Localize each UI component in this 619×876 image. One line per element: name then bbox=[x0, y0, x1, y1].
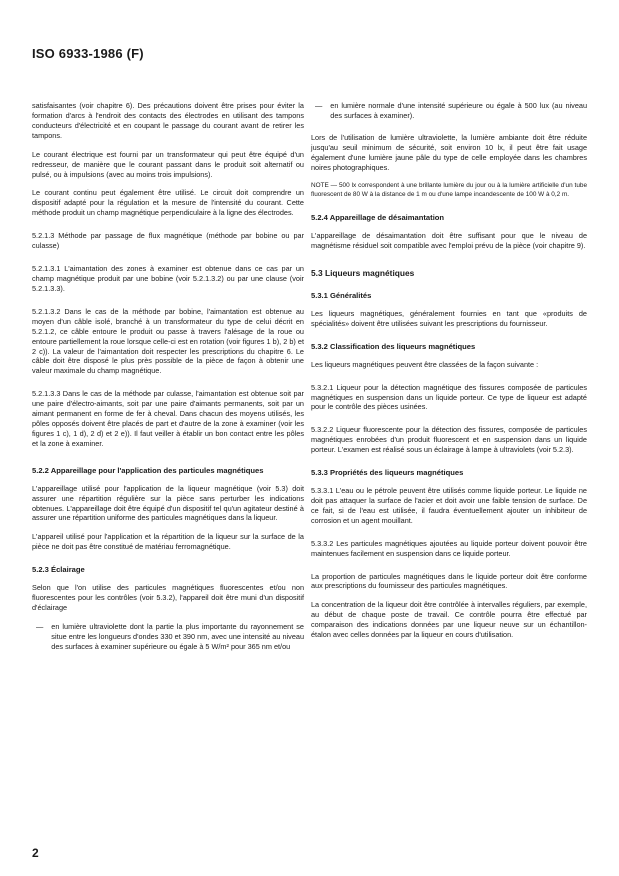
paragraph-5-3-3-2: 5.3.3.2 Les particules magnétiques ajoutées au liquide porteur doivent pouvoir être maintenues facilement en suspension dans ce liquide porteur. bbox=[311, 538, 587, 558]
paragraph: L'appareil utilisé pour l'application et la répartition de la liqueur sur la surface de la pièce ne doit pas être constitué de matériau ferromagnétique. bbox=[32, 532, 304, 552]
paragraph-5-2-1-3-3: 5.2.1.3.3 Dans le cas de la méthode par culasse, l'aimantation est obtenue soit par une paire d'électro-aimants, soit par une paire d'aimants permanents, soit par un aimant permanent en forme de fer à cheval. Dans chacun des moyens utilisés, les pôles opposés doivent être placés de part et d'autre de la zone à examiner (voir les figures 1 c), 1 d), 2 d) et 2 e)). Il faut veiller à établir un bon contact entre les pôles et la zone à examiner. bbox=[32, 389, 304, 448]
paragraph: Selon que l'on utilise des particules magnétiques fluorescentes et/ou non fluorescentes pour les contrôles (voir 5.3.2), l'appareil doit être muni d'un dispositif d'éclairage bbox=[32, 583, 304, 612]
paragraph-5-3-3-1: 5.3.3.1 L'eau ou le pétrole peuvent être utilisés comme liquide porteur. Le liquide ne doit pas attaquer la surface de l'acier et doit avoir une faible tension de surface. De ce fait, si de l'eau est utilisée, il faudra éventuellement ajouter un inhibiteur de corrosion et un agent mouillant. bbox=[311, 485, 587, 525]
paragraph-5-3-2-1: 5.3.2.1 Liqueur pour la détection magnétique des fissures composée de particules magnétiques en suspension dans un liquide porteur. Ce type de liqueur est adapté pour le contrôle des pièces usinées. bbox=[311, 382, 587, 412]
list-item bbox=[32, 622, 304, 652]
dash-marker: — bbox=[36, 621, 44, 631]
section-heading-5-3-3: 5.3.3 Propriétés des liqueurs magnétiques bbox=[311, 468, 464, 478]
list-item-text: en lumière ultraviolette dont la partie la plus importante du rayonnement se situe entre les longueurs d'ondes 330 et 390 nm, avec une intensité au niveau des surfaces à examiner supérieure ou égale à 5 W/m² pour 365 nm et/ou bbox=[51, 621, 304, 651]
paragraph-5-2-1-3-1: 5.2.1.3.1 L'aimantation des zones à examiner est obtenue dans ce cas par un champ magnétique produit par une bobine (voir 5.2.1.3.2) ou par une clause (voir 5.2.1.3.3). bbox=[32, 264, 304, 293]
section-heading-5-3: 5.3 Liqueurs magnétiques bbox=[311, 268, 415, 279]
paragraph: Les liqueurs magnétiques, généralement fournies en tant que «produits de spécialités» doivent être utilisées suivant les prescriptions du fournisseur. bbox=[311, 308, 587, 328]
paragraph: Le courant continu peut également être utilisé. Le circuit doit comprendre un dispositif adapté pour la régulation et la mesure de l'intensité du courant. Cette méthode produit un champ magnétique perpendiculaire à la ligne des électrodes. bbox=[32, 188, 304, 218]
paragraph: satisfaisantes (voir chapitre 6). Des précautions doivent être prises pour éviter la formation d'arcs à l'endroit des contacts des électrodes en utilisant des tampons conducteurs d'électricité et en coupant le passage du courant avant de retirer les tampons. bbox=[32, 101, 304, 140]
paragraph: Le courant électrique est fourni par un transformateur qui peut être équipé d'un redresseur, de manière que le courant passant dans le produit soit alternatif ou pulsé, ou à impulsions (avec au moins trois impulsions). bbox=[32, 149, 304, 179]
list-item bbox=[311, 101, 587, 121]
paragraph: La concentration de la liqueur doit être contrôlée à intervalles réguliers, par exemple, au début de chaque poste de travail. Ce contrôle pourra être effectué par comparaison des indications données par une liqueur neuve sur un échantillon-étalon avec celles données par la liqueur en cours d'utilisation. bbox=[311, 600, 587, 640]
paragraph: L'appareillage utilisé pour l'application de la liqueur magnétique (voir 5.3) doit assurer une répartition régulière sur la pièce sans perturber les indications obtenues. L'appareillage doit être équipé d'un dispositif tel qu'un agitateur destiné à assurer une répartition uniforme des particules magnétiques dans la liqueur. bbox=[32, 483, 304, 523]
document-header: ISO 6933-1986 (F) bbox=[32, 46, 144, 61]
section-heading-5-2-3: 5.2.3 Éclairage bbox=[32, 565, 85, 575]
paragraph-5-3-2-2: 5.3.2.2 Liqueur fluorescente pour la détection des fissures, composée de particules magnétiques enrobées d'un produit fluorescent et en suspension dans un liquide porteur. L'examen est réalisé sous un éclairage à lampe à ultraviolets (voir 5.2.3). bbox=[311, 425, 587, 455]
page-number: 2 bbox=[32, 846, 39, 860]
right-column bbox=[311, 101, 587, 649]
paragraph: La proportion de particules magnétiques dans le liquide porteur doit être conforme aux prescriptions du fournisseur des particules magnétiques. bbox=[311, 571, 587, 591]
section-heading-5-3-1: 5.3.1 Généralités bbox=[311, 291, 372, 301]
paragraph: Lors de l'utilisation de lumière ultraviolette, la lumière ambiante doit être réduite jusqu'au seuil minimum de sécurité, soit environ 10 lx, il peut être fait usage également d'une lumière jaune pâle du type de celle employée dans les chambres noires photographiques. bbox=[311, 132, 587, 172]
subsection-heading-5-2-1-3: 5.2.1.3 Méthode par passage de flux magnétique (méthode par bobine ou par culasse) bbox=[32, 231, 304, 251]
section-heading-5-3-2: 5.3.2 Classification des liqueurs magnétiques bbox=[311, 341, 476, 351]
paragraph: L'appareillage de désaimantation doit être suffisant pour que le niveau de magnétisme résiduel soit compatible avec l'emploi prévu de la pièce (voir chapitre 9). bbox=[311, 231, 587, 251]
section-heading-5-2-4: 5.2.4 Appareillage de désaimantation bbox=[311, 213, 445, 223]
paragraph-5-2-1-3-2: 5.2.1.3.2 Dans le cas de la méthode par bobine, l'aimantation est obtenue au moyen d'un câble isolé, branché à un transformateur du type de celui décrit en 5.2.1.2, ce câble entoure le produit ou passe à travers l'alésage de la roue ou entoure partiellement la roue lorsque celle-ci est en rotation (voir figures 1 b), 2 b) et 2 c)). La valeur de l'aimantation doit respecter les prescriptions du chapitre 6. Le câble doit être disposé le plus près possible de la pièce de façon à obtenir une valeur maximale du champ magnétique. bbox=[32, 306, 304, 376]
note: NOTE — 500 lx correspondent à une brillante lumière du jour ou à la lumière artificielle d'un tube fluorescent de 80 W à la distance de 1 m ou d'une lampe incandescente de 100 W à 0,2 m. bbox=[311, 181, 587, 198]
paragraph: Les liqueurs magnétiques peuvent être classées de la façon suivante : bbox=[311, 359, 539, 369]
left-column bbox=[32, 101, 304, 664]
list-item-text: en lumière normale d'une intensité supérieure ou égale à 500 lux (au niveau des surfaces à examiner). bbox=[330, 101, 587, 120]
section-heading-5-2-2: 5.2.2 Appareillage pour l'application des particules magnétiques bbox=[32, 465, 264, 475]
dash-marker: — bbox=[315, 101, 323, 110]
